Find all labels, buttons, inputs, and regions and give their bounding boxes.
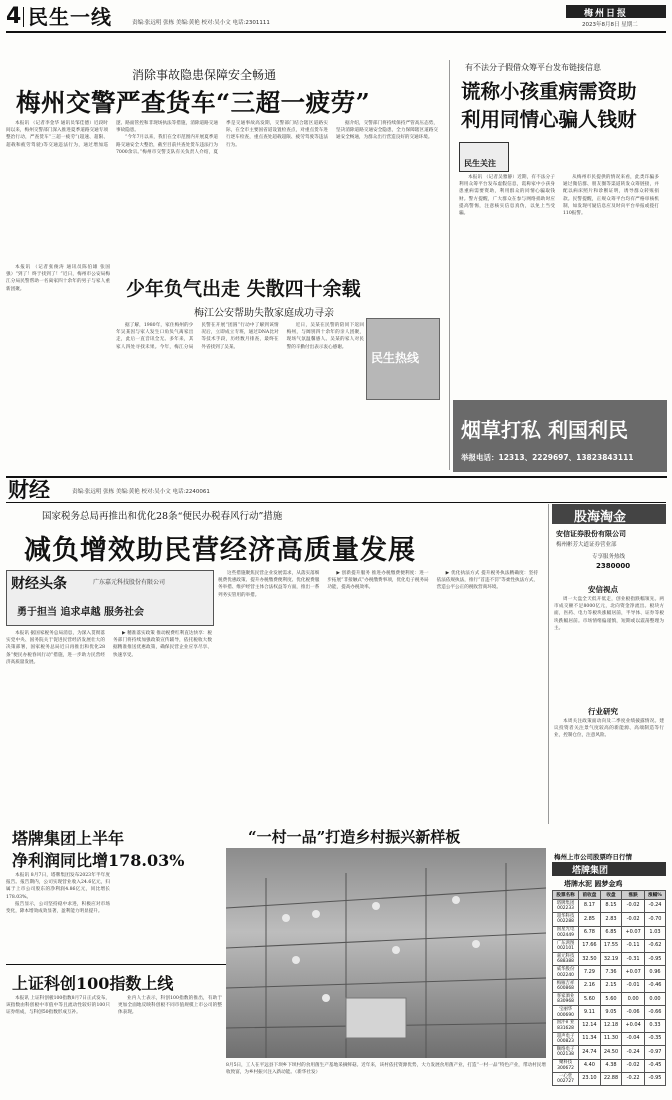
article-truck-inspection [6, 60, 444, 260]
table-cell: 0.00 [622, 993, 645, 1006]
article-headline: 减负增效助民营经济高质量发展 [24, 535, 416, 566]
mushroom-farm-photo [226, 848, 546, 1058]
table-cell: 国星光电 002449 [553, 926, 579, 939]
table-cell: 国沣矿业 831628 [553, 1019, 579, 1032]
photo-placeholder [366, 318, 440, 400]
article-fraud-warning [453, 60, 667, 400]
table-row [553, 900, 666, 913]
anti-smuggling-ad [453, 400, 667, 472]
table-cell: -0.24 [644, 900, 665, 913]
table-cell: 塔牌集团 002233 [553, 900, 579, 913]
table-cell: -0.02 [622, 913, 645, 926]
mushroom-shelves-illustration [226, 848, 546, 1058]
table-cell: 聚科技 300672 [553, 1059, 579, 1072]
article-body: 本报讯 （记者李金华 通讯员邹佳德）近段时间以来，梅州交警部门深入推进夏季道路交通专项整治行动，严查货车“三超一疲劳”(超速、超限、超载和疲劳驾驶)等交通违法行为，通过增加巡逻、路面管控和非现场执法等措施，消除道路交通事故隐患。 “今年7月以来，我们在全市范围内开展夏季道路交通安全大整治，截至目前共查处货车违法行为7000余宗。”梅州市交警支队有关负责人介绍，夏季是交通事故高发期，交警部门结合辖区道路实际，在全市主要国省道设置检查点，对重点货车进行逐车检查，重点查处超载超限、疲劳驾驶等违法行为。 据介绍，交警部门将持续保持严管高压态势，坚决消除道路交通安全隐患，全力保障辖区道路交通安全畅通，为群众出行营造良好的交通环境。 [6, 121, 438, 155]
table-cell: -0.97 [644, 1046, 665, 1059]
securities-sidebar [552, 504, 666, 850]
brand-column [6, 570, 214, 626]
table-header-cell: 涨幅% [644, 891, 665, 900]
table-cell: 6.85 [600, 926, 622, 939]
logo: 梅州日报 [584, 9, 629, 19]
column-body: 本周关注政策面动向及二季度业绩披露情况。建议投资者关注景气度较高的新能源、高端制造等行业，控制仓位，注意风险。 [554, 719, 664, 739]
sidebar-title: 股海淘金 [574, 510, 627, 525]
table-cell: 威华股份 002240 [553, 966, 579, 979]
branch-name: 梅州彬芳大道证券营业部 [556, 542, 617, 548]
column-label: 财经头条 [11, 576, 67, 592]
masthead [6, 4, 666, 33]
section-title: 民生一线 [28, 5, 112, 29]
article-headline-line1: 塔牌集团上半年 [12, 829, 125, 848]
table-cell: 2.15 [600, 979, 622, 992]
column-heading: 安信视点 [588, 585, 618, 594]
photo-label: 民生热线 [371, 351, 420, 365]
article-headline: 上证科创100指数上线 [12, 974, 174, 993]
table-cell: 9.05 [600, 1006, 622, 1019]
table-cell: -0.01 [622, 979, 645, 992]
table-row [553, 913, 666, 926]
article-village-industry [226, 826, 546, 1096]
table-row [553, 1019, 666, 1032]
table-cell: 0.33 [644, 1019, 665, 1032]
table-cell: -0.02 [622, 900, 645, 913]
table-cell: 超华科技 002288 [553, 913, 579, 926]
table-cell: 24.74 [579, 1046, 601, 1059]
table-cell: 32.19 [600, 953, 622, 966]
company-slogan: 勇于担当 追求卓越 服务社会 [17, 607, 144, 618]
table-header-cell: 收盘 [600, 891, 622, 900]
logo-box [566, 5, 666, 18]
table-cell: 6.78 [579, 926, 601, 939]
table-cell: -0.22 [622, 1072, 645, 1085]
article-star-index [6, 964, 226, 1097]
ad-title: 烟草打私 利国利民 [461, 418, 628, 442]
table-cell: -0.11 [622, 939, 645, 952]
table-cell: 7.36 [600, 966, 622, 979]
table-cell: 5.60 [600, 993, 622, 1006]
table-header-cell: 涨跌 [622, 891, 645, 900]
editors-line: 责编:张远明 张栋 美编:黄艳 校对:吴小文 电话:2240061 [72, 489, 210, 495]
table-cell: -0.70 [644, 913, 665, 926]
table-cell: 24.50 [600, 1046, 622, 1059]
table-cell: 11.30 [600, 1032, 622, 1045]
table-row [553, 993, 666, 1006]
article-body: 据了解，1980年，家住梅州的少年吴某因与家人发生口角负气离家出走，此后一直音讯全无。多年来，其家人四处寻找未果。今年，梅江分局民警在开展“团圆”行动中了解到该情况后，立即成立专班，通过DNA比对等技术手段，历经数月排查，最终在外省找到了吴某。 近日，吴某在民警的陪同下返回梅州，与阔别四十余年的亲人团聚，现场气氛温馨感人。吴某的家人对民警的辛勤付出表示衷心感谢。 [116, 323, 364, 350]
photo-caption: 8月5日，工人在平远县下坝乡下坝村的食用菌生产基地采摘鲜菇。近年来，该村依托资源优势，大力发展食用菌产业，打造“一村一品”特色产业，带动村民增收致富，为乡村振兴注入新动能。（新华社发） [226, 1063, 546, 1076]
table-cell: 17.55 [600, 939, 622, 952]
table-cell: 4.40 [579, 1059, 601, 1072]
table-cell: -0.95 [644, 1072, 665, 1085]
table-cell: 顺络电子 002138 [553, 1046, 579, 1059]
table-cell: 0.96 [644, 966, 665, 979]
table-cell: 2.83 [600, 913, 622, 926]
article-body: 本报讯 （记者吴雅静）近期，有不法分子利用众筹平台发布虚假信息，谎称家中小孩身患重病需要资助，利用群众的同情心骗取钱财。警方提醒，广大群众在参与网络捐助时应提高警惕，注意核实信息真伪，以免上当受骗。 从梅州市民提供的情况来看，此类诈骗多通过微信群、朋友圈等渠道转发众筹链接，并配以病床照片和诊断证明，诱导群众转账捐款。民警提醒，正规众筹平台均有严格审核机制，如发现可疑信息应及时向平台举报或拨打110报警。 [459, 175, 659, 217]
table-row [553, 1006, 666, 1019]
column-heading: 行业研究 [588, 707, 618, 716]
table-title: 梅州上市公司股票昨日行情 [554, 853, 632, 861]
hotline-number: 2380000 [596, 562, 631, 570]
stock-table [552, 890, 666, 1086]
brand-band [552, 862, 666, 876]
article-kicker: 国家税务总局再推出和优化28条“便民办税春风行动”措施 [42, 511, 283, 522]
table-cell: 2.85 [579, 913, 601, 926]
stock-quote-panel [552, 852, 666, 1096]
page-number: 4 [6, 4, 22, 29]
table-cell: -0.24 [622, 1046, 645, 1059]
table-cell: +0.04 [622, 1019, 645, 1032]
table-cell: 宝丽华 000690 [553, 1006, 579, 1019]
table-cell: 12.18 [600, 1019, 622, 1032]
company-name: 安信证券股份有限公司 [556, 530, 626, 538]
table-cell: +0.07 [622, 926, 645, 939]
article-headline-line1: 谎称小孩重病需资助 [461, 80, 637, 103]
table-cell: -0.35 [644, 1032, 665, 1045]
table-row [553, 1046, 666, 1059]
table-cell: 广东鸿图 002101 [553, 939, 579, 952]
table-cell: 32.50 [579, 953, 601, 966]
table-cell: 23.10 [579, 1072, 601, 1085]
table-cell: -0.66 [644, 1006, 665, 1019]
table-cell: -0.02 [622, 1059, 645, 1072]
table-cell: -0.04 [622, 1032, 645, 1045]
article-body-right: 这些措施聚焦民营企业发展需求，从落实落细税费优惠政策、提升办税缴费便利度、优化税费服务举措、维护经营主体合法权益等方面，推出一系列务实管用的举措。 ▶ 创新提升服务 推进办税缴费便利度：进一步拓展“非接触式”办税缴费事项，优化电子税务局功能，提高办税效率。 ▶ 优化执法方式 提升税务执法精确度：坚持依法依规执法，推行“首违不罚”等柔性执法方式，营造公平公正的税收营商环境。 [218, 571, 538, 598]
article-kicker: 有不法分子假借众筹平台发布链接信息 [465, 63, 601, 72]
table-row [553, 953, 666, 966]
table-cell: 22.88 [600, 1072, 622, 1085]
table-cell: 5.60 [579, 993, 601, 1006]
article-body: 本报讯 上证科创板100指数8月7日正式发布，该指数由科创板中市值中等且流动性较好的100只证券组成，与科创50指数形成互补。 业内人士表示，科创100指数的推出，有助于更加全面地反映科创板不同市值规模上市公司的整体表现。 [6, 996, 222, 1016]
table-cell: 嘉元科技 688388 [553, 953, 579, 966]
article-body-lead: 本报讯 （记者张俊涛 通讯员陈伯雄 张国强）“到了！终于找到了！”近日，梅州市公安局梅江分局民警帮助一名离家四十余年的男子与家人重新团聚。 [6, 265, 110, 292]
sidebar-title-band [552, 504, 666, 524]
table-cell: -0.45 [644, 1059, 665, 1072]
table-cell: 客家酒业 830968 [553, 993, 579, 1006]
table-cell: 8.15 [600, 900, 622, 913]
table-row [553, 979, 666, 992]
table-cell: 11.34 [579, 1032, 601, 1045]
article-kicker: 消除事故隐患保障安全畅通 [132, 68, 277, 82]
editors-line: 责编:张远明 张栋 美编:黄艳 校对:吴小文 电话:2301111 [132, 20, 270, 26]
table-row [553, 1059, 666, 1072]
table-cell: 1.03 [644, 926, 665, 939]
article-headline-line2: 净利润同比增178.03% [12, 851, 185, 870]
article-body: 本报讯 8月7日，塔牌集团发布2023年半年度报告。报告期内，公司实现营业收入24.6亿元，归属于上市公司股东的净利润4.86亿元，同比增长178.03%。 报告显示，公司坚持稳中求进，积极应对市场变化，降本增效成效显著，盈利能力明显提升。 [6, 873, 110, 915]
table-row [553, 966, 666, 979]
table-header-cell: 前收盘 [579, 891, 601, 900]
table-cell: -0.95 [644, 953, 665, 966]
section-title: 财经 [8, 478, 50, 502]
table-cell: 4.38 [600, 1059, 622, 1072]
table-cell: +0.07 [622, 966, 645, 979]
table-cell: 2.16 [579, 979, 601, 992]
issue-date: 2023年8月8日 星期二 [582, 22, 638, 28]
table-row [553, 926, 666, 939]
table-cell: -0.06 [622, 1006, 645, 1019]
finance-section-header [6, 478, 666, 503]
brand-slogan: 塔牌水泥 圆梦金鸡 [564, 880, 623, 888]
article-headline: “一村一品”打造乡村振兴新样板 [248, 828, 461, 846]
brand-name: 塔牌集团 [572, 866, 609, 876]
article-headline: 少年负气出走 失散四十余载 [126, 278, 361, 300]
table-row [553, 1072, 666, 1085]
hotline-label: 专享服务热线 [592, 554, 626, 560]
table-cell: 17.66 [579, 939, 601, 952]
table-cell: 超声电子 000823 [553, 1032, 579, 1045]
table-cell: -0.46 [644, 979, 665, 992]
article-family-reunion [6, 264, 444, 474]
article-headline: 梅州交警严查货车“三超一疲劳” [16, 88, 371, 117]
article-body-left: 本报讯 据国家税务总局消息，为深入贯彻落实党中央、国务院关于促进民营经济发展壮大的决策部署，国家税务总局近日再推出和优化28条“便民办税春风行动”措施，进一步助力民营经济高质量发展。 ▶ 精准落实政策 推动税费红利直达快享：税务部门将持续加强政策宣传辅导，依托税收大数据精准推送优惠政策，确保民营企业应享尽享、快速享受。 [6, 631, 212, 665]
article-tax-measures [6, 504, 544, 834]
table-cell: 8.17 [579, 900, 601, 913]
table-cell: 一心堂 002727 [553, 1072, 579, 1085]
company-logo: 广东嘉元科技股份有限公司 [93, 579, 166, 586]
table-header-cell: 股票名称 [553, 891, 579, 900]
table-cell: 7.29 [579, 966, 601, 979]
table-cell: 0.00 [644, 993, 665, 1006]
table-cell: -0.62 [644, 939, 665, 952]
article-subtitle: 梅江公安帮助失散家庭成功寻亲 [194, 308, 334, 319]
table-row [553, 939, 666, 952]
column-tag: 民生关注 [459, 142, 509, 172]
table-cell: -0.31 [622, 953, 645, 966]
table-cell: 9.11 [579, 1006, 601, 1019]
article-tapai-profit [6, 826, 226, 960]
table-cell: 梅雁吉祥 600868 [553, 979, 579, 992]
table-cell: 12.14 [579, 1019, 601, 1032]
ad-hotline: 举报电话：12313、2229697、13823843111 [461, 453, 634, 462]
table-row [553, 1032, 666, 1045]
article-headline-line2: 利用同情心骗人钱财 [461, 108, 637, 131]
column-body: 周一大盘全天低开低走，创业板指跌幅领先。两市成交额不足8000亿元，北向资金净流出。板块方面，医药、电力等板块涨幅居前，半导体、证券等板块跌幅居前。市场情绪偏谨慎，短期或以震荡整理为主。 [554, 597, 664, 631]
